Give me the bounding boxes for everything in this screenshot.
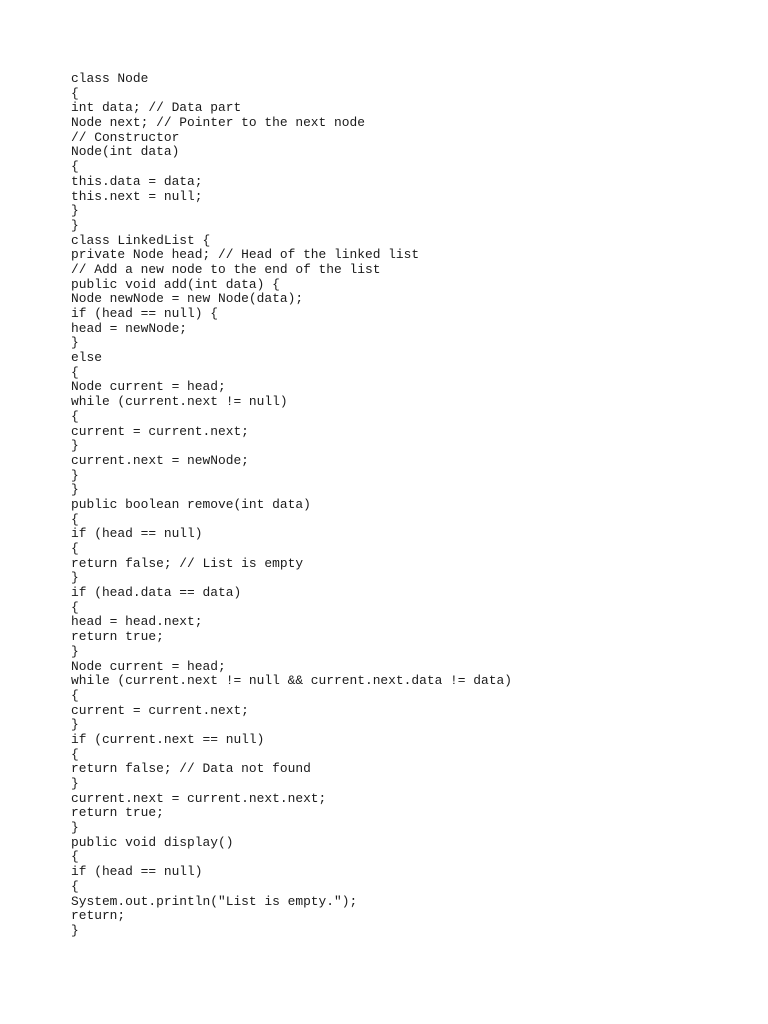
code-line: { — [71, 511, 79, 527]
code-line: head = newNode; — [71, 320, 188, 336]
code-line: while (current.next != null && current.next.data != data) — [71, 673, 512, 689]
code-line: { — [71, 364, 79, 380]
code-line: { — [71, 159, 79, 175]
code-line: { — [71, 687, 79, 703]
code-line: Node(int data) — [71, 144, 180, 160]
code-line: } — [71, 776, 79, 791]
code-line: this.next = null; — [71, 188, 203, 204]
code-line: class Node — [71, 71, 149, 86]
code-line: { — [71, 541, 79, 556]
code-line: Node newNode = new Node(data); — [71, 291, 304, 307]
code-line: return; — [71, 908, 126, 924]
code-line: else — [71, 350, 102, 366]
code-line: return true; — [71, 805, 164, 821]
code-line: head = head.next; — [71, 614, 203, 630]
code-listing — [71, 72, 512, 939]
code-line: { — [71, 746, 79, 762]
code-line: } — [71, 820, 79, 836]
code-line: this.data = data; — [71, 173, 203, 189]
code-line: } — [71, 335, 79, 351]
code-line: current = current.next; — [71, 423, 249, 439]
code-line: { — [71, 599, 79, 615]
code-line: // Add a new node to the end of the list — [71, 261, 381, 277]
code-line: if (head == null) — [71, 864, 203, 880]
code-line: class LinkedList { — [71, 232, 211, 248]
code-line: if (head.data == data) — [71, 585, 242, 601]
code-line: } — [71, 217, 79, 233]
code-line: { — [71, 878, 79, 894]
code-line: } — [71, 717, 79, 733]
code-line: private Node head; // Head of the linked list — [71, 247, 420, 263]
code-line: { — [71, 408, 79, 424]
code-line: public void display() — [71, 834, 234, 850]
code-line: return true; — [71, 629, 164, 645]
code-line: public boolean remove(int data) — [71, 496, 311, 512]
code-line: } — [71, 482, 79, 498]
code-line: current.next = current.next.next; — [71, 790, 327, 806]
code-line: current = current.next; — [71, 702, 249, 718]
code-line: return false; // Data not found — [71, 761, 311, 777]
code-line: { — [71, 85, 79, 101]
code-line: } — [71, 570, 79, 586]
code-line: Node next; // Pointer to the next node — [71, 115, 365, 131]
code-line: if (head == null) { — [71, 306, 218, 321]
code-line: } — [71, 203, 79, 219]
code-line: if (head == null) — [71, 526, 203, 542]
code-line: System.out.println("List is empty."); — [71, 893, 358, 909]
code-line: int data; // Data part — [71, 100, 242, 116]
code-line: // Constructor — [71, 129, 180, 145]
code-line: } — [71, 643, 79, 659]
code-line: Node current = head; — [71, 379, 226, 395]
code-line: } — [71, 438, 79, 454]
code-line: Node current = head; — [71, 658, 226, 674]
code-line: current.next = newNode; — [71, 452, 249, 468]
code-line: return false; // List is empty — [71, 555, 304, 571]
code-line: if (current.next == null) — [71, 731, 265, 747]
code-line: } — [71, 922, 79, 938]
code-line: } — [71, 467, 79, 483]
code-line: public void add(int data) { — [71, 276, 280, 292]
code-line: while (current.next != null) — [71, 394, 288, 410]
code-line: { — [71, 849, 79, 865]
